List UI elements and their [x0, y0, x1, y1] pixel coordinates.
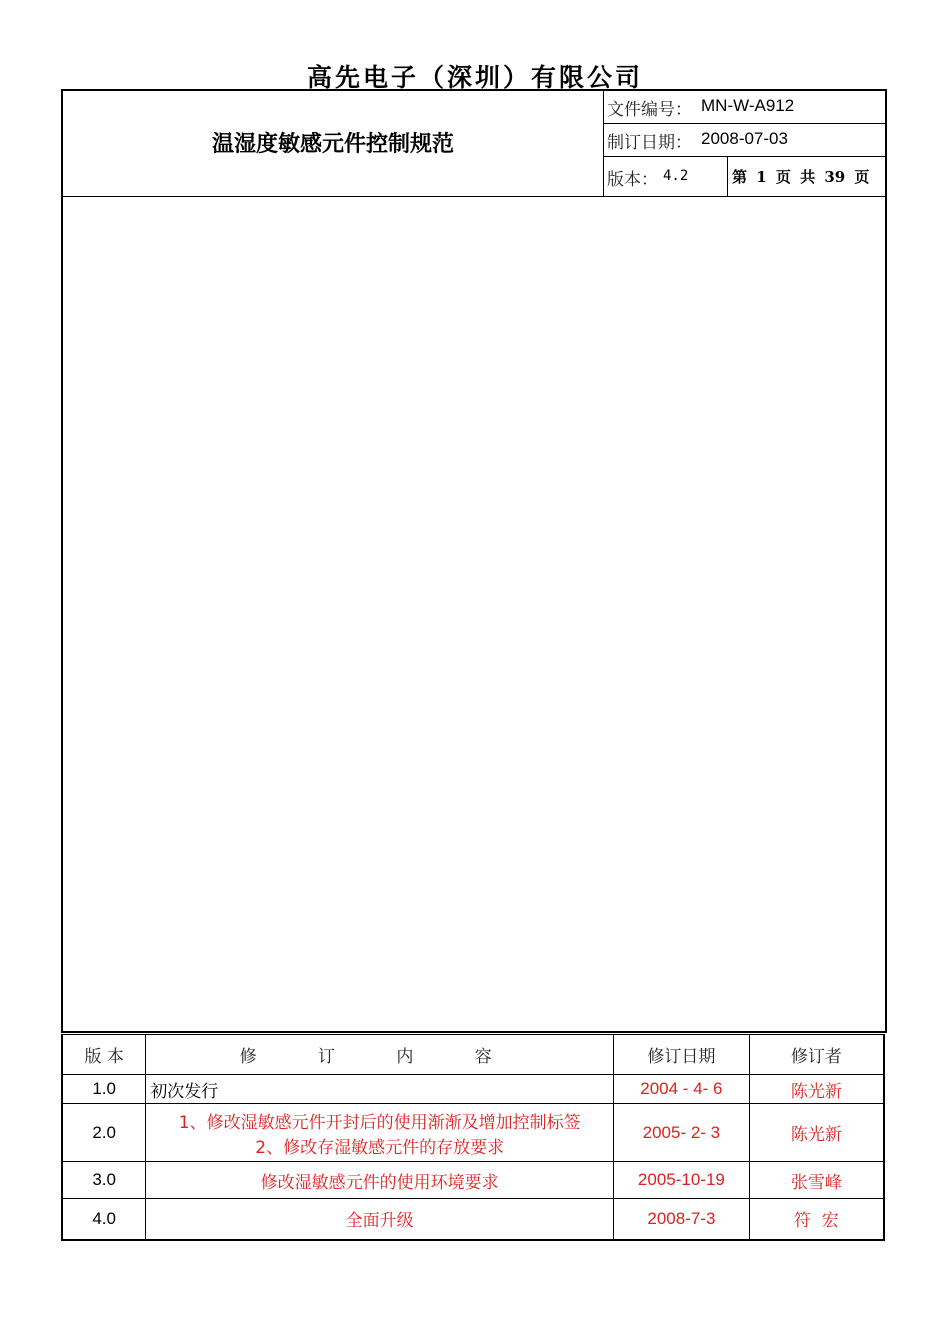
row-date: 2008-7-3 [614, 1199, 750, 1240]
header-separator [63, 196, 885, 197]
row-content: 全面升级 [146, 1199, 614, 1240]
revision-table [61, 1034, 885, 1241]
header-content: 修 订 内 容 [146, 1035, 614, 1075]
header-date: 修订日期 [614, 1035, 750, 1075]
file-number-row [604, 91, 885, 124]
document-title: 温湿度敏感元件控制规范 [211, 132, 454, 157]
header-version: 版 本 [62, 1035, 146, 1075]
row-version: 4.0 [62, 1199, 146, 1240]
row-version: 2.0 [62, 1104, 146, 1162]
date-row [604, 124, 885, 157]
row-version: 3.0 [62, 1162, 146, 1199]
table-row [62, 1199, 884, 1240]
page-info: 第 1 页 共 39 页 [732, 168, 870, 186]
version-value: 4.2 [663, 168, 689, 184]
version-divider [727, 157, 728, 196]
row-author: 张雪峰 [749, 1162, 884, 1199]
file-number-value: MN-W-A912 [701, 96, 795, 115]
company-name: 高先电子（深圳）有限公司 [306, 63, 643, 92]
version-row [604, 157, 885, 196]
row-content-line: 1、修改湿敏感元件开封后的使用渐渐及增加控制标签 [178, 1112, 581, 1133]
row-date: 2005- 2- 3 [614, 1104, 750, 1162]
table-row [62, 1075, 884, 1104]
date-value: 2008-07-03 [701, 129, 788, 148]
row-date: 2004 - 4- 6 [614, 1075, 750, 1104]
row-author: 陈光新 [749, 1104, 884, 1162]
file-number-label: 文件编号： [607, 100, 692, 120]
date-label: 制订日期： [607, 133, 692, 153]
table-row [62, 1162, 884, 1199]
table-row [62, 1104, 884, 1162]
revision-header-row [62, 1035, 884, 1075]
row-content: 初次发行 [146, 1075, 614, 1104]
row-content: 修改湿敏感元件的使用环境要求 [146, 1162, 614, 1199]
version-label: 版本： [607, 170, 658, 190]
header-author: 修订者 [749, 1035, 884, 1075]
row-date: 2005-10-19 [614, 1162, 750, 1199]
row-content [146, 1104, 614, 1162]
document-frame [61, 89, 887, 1033]
row-version: 1.0 [62, 1075, 146, 1104]
row-content-line: 2、修改存湿敏感元件的存放要求 [255, 1137, 505, 1158]
row-author: 陈光新 [749, 1075, 884, 1104]
row-author: 符 宏 [749, 1199, 884, 1240]
